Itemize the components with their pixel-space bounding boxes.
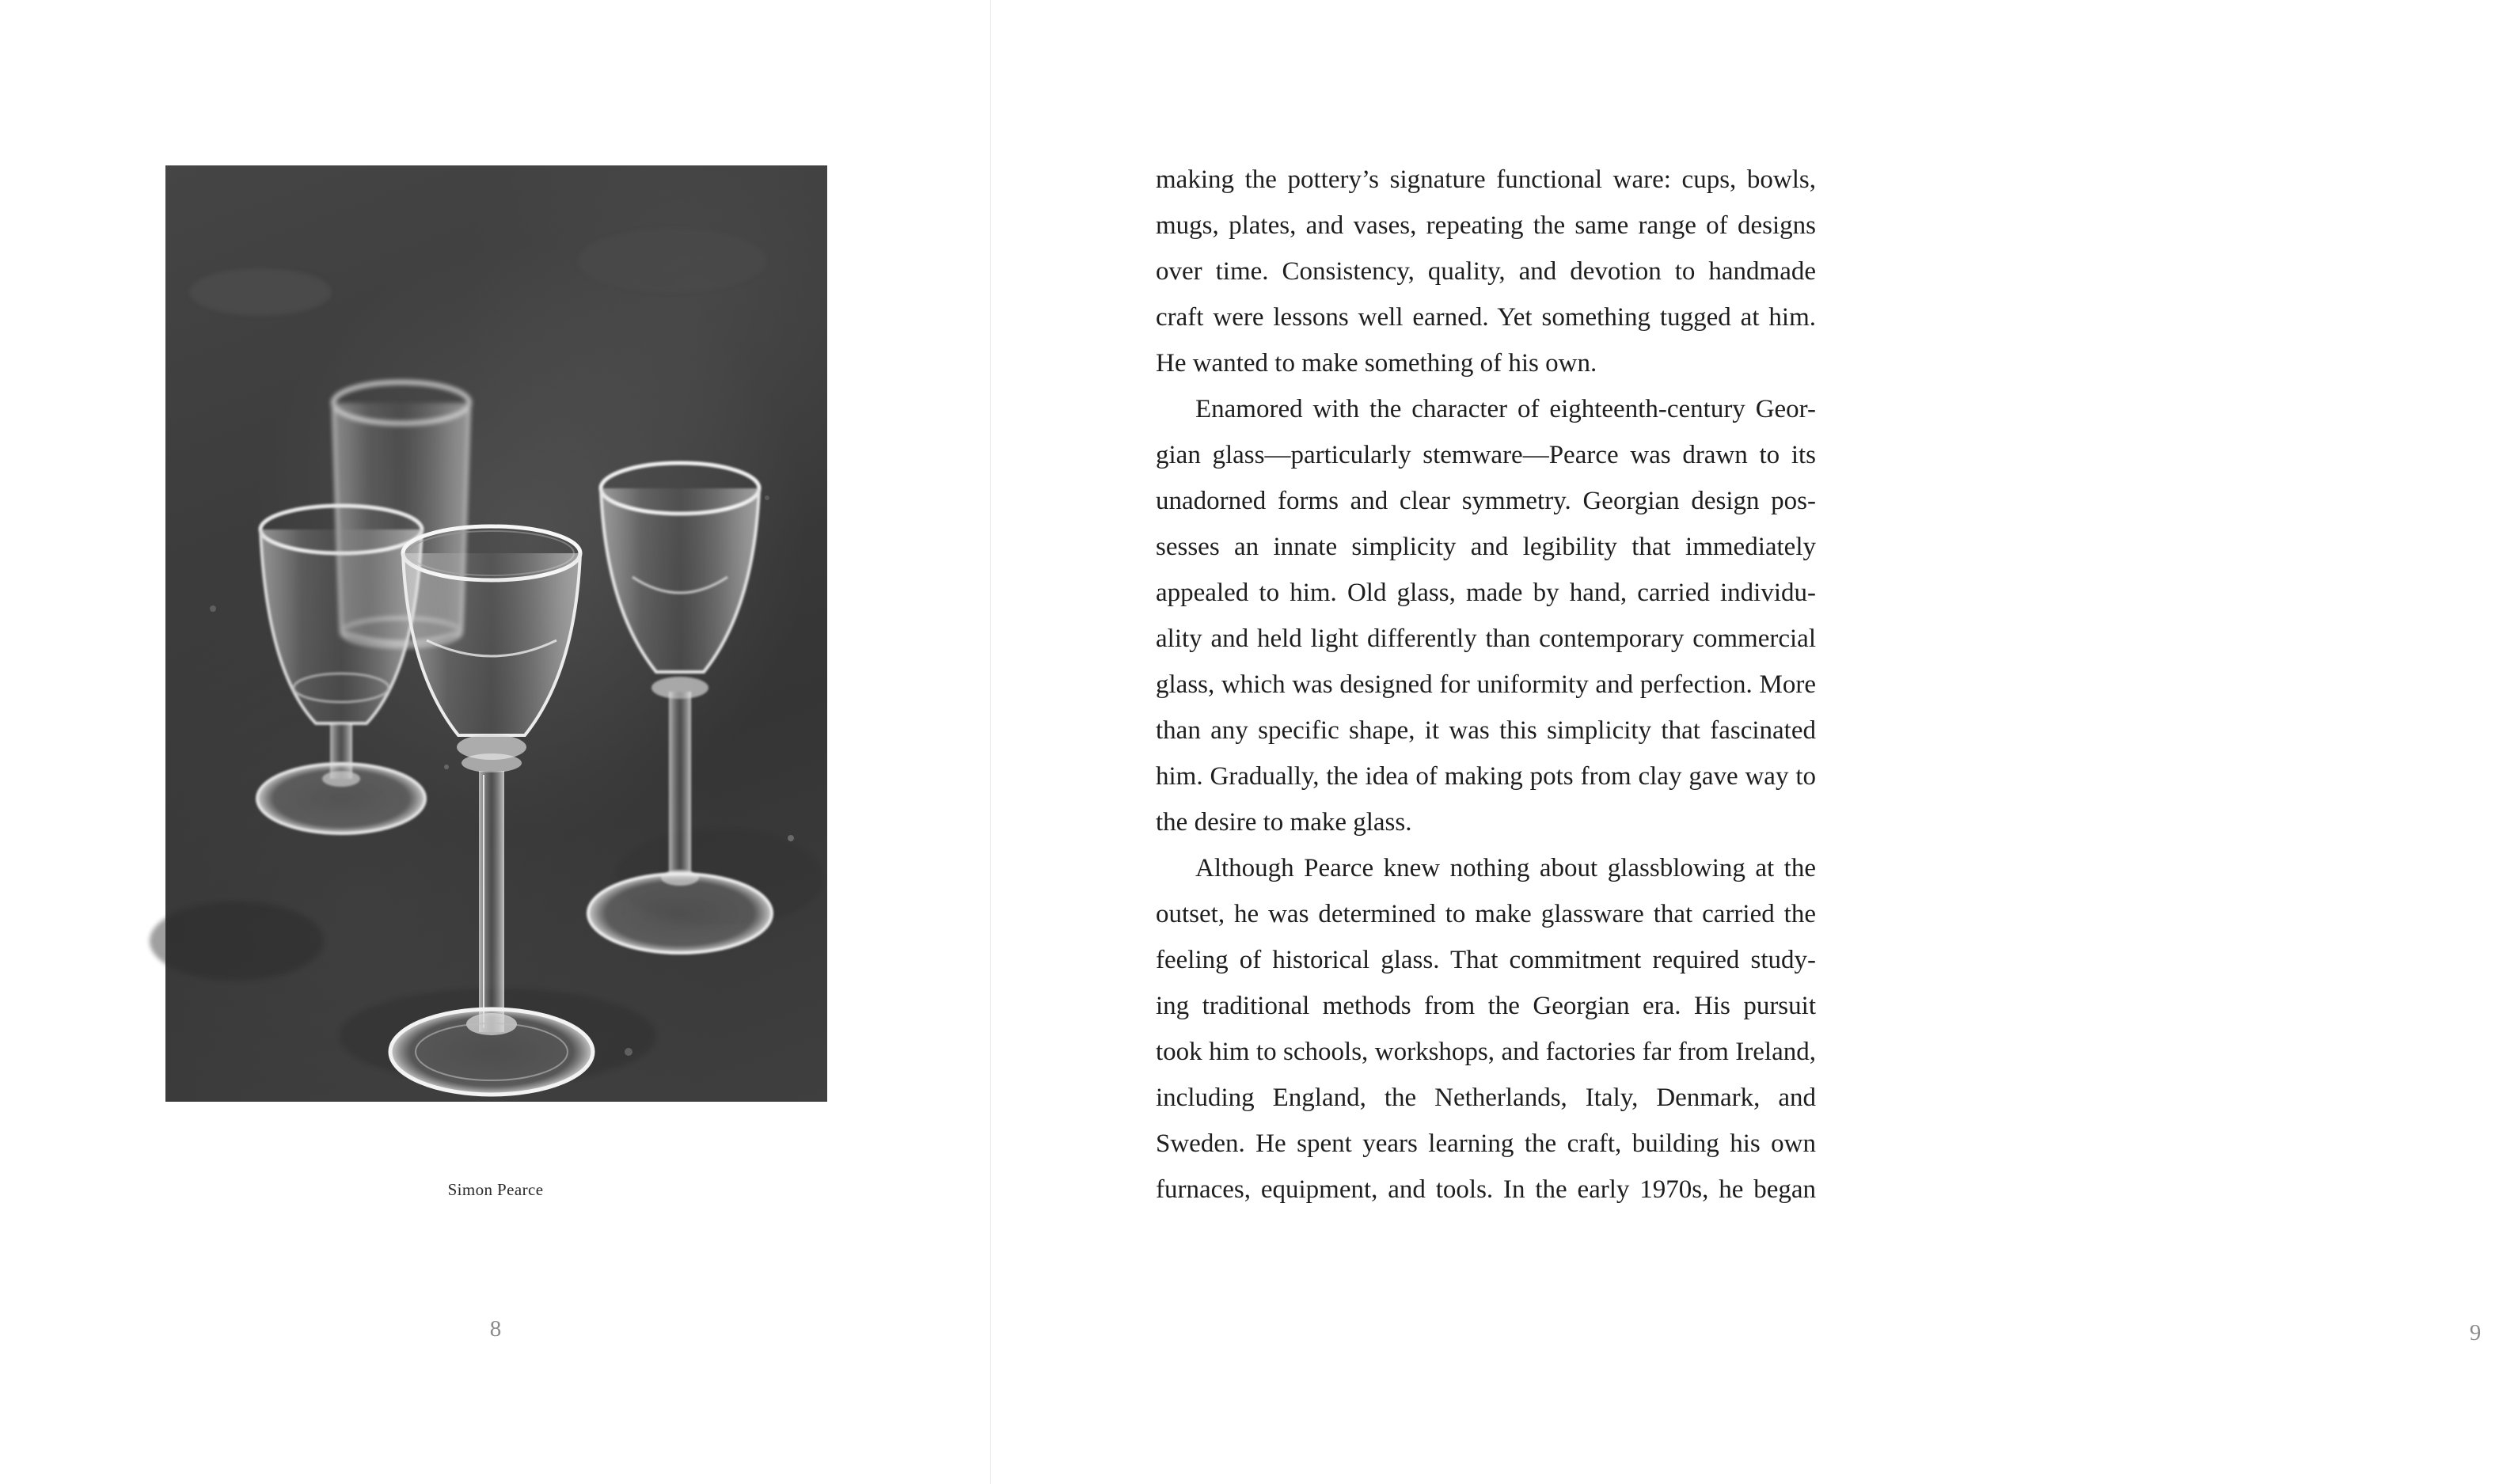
glass-left <box>257 506 425 833</box>
photo-caption: Simon Pearce <box>447 1180 544 1199</box>
glassware-illustration <box>165 165 827 1102</box>
text-line: ing traditional methods from the Georgian era. His pursuit <box>1156 992 1816 1020</box>
text-line: Sweden. He spent years learning the craft, building his own <box>1156 1129 1816 1158</box>
text-line: craft were lessons well earned. Yet something tugged at him. <box>1156 303 1816 332</box>
text-line: He wanted to make something of his own. <box>1156 349 1597 378</box>
paragraph-start: Although Pearce knew nothing about glassblowing at the <box>1195 854 1816 882</box>
text-line: outset, he was determined to make glassware that carried the <box>1156 900 1816 928</box>
text-line: the desire to make glass. <box>1156 808 1412 837</box>
text-line: him. Gradually, the idea of making pots from clay gave way to <box>1156 762 1816 791</box>
text-line: than any specific shape, it was this simplicity that fascinated <box>1156 716 1816 745</box>
text-line: appealed to him. Old glass, made by hand, carried individu- <box>1156 579 1816 607</box>
text-line: mugs, plates, and vases, repeating the same range of designs <box>1156 211 1816 240</box>
page-number-left: 8 <box>489 1316 502 1342</box>
page-number-right: 9 <box>2469 1320 2482 1345</box>
text-line: unadorned forms and clear symmetry. Georgian design pos- <box>1156 487 1816 515</box>
text-line: glass, which was designed for uniformity and perfection. More <box>1156 670 1816 699</box>
text-line: over time. Consistency, quality, and devotion to handmade <box>1156 257 1816 286</box>
left-page <box>0 0 991 1484</box>
glassware-photo <box>165 165 827 1102</box>
text-line: sesses an innate simplicity and legibility that immediately <box>1156 533 1816 561</box>
text-line: ality and held light differently than contemporary commercial <box>1156 624 1816 653</box>
text-line: took him to schools, workshops, and factories far from Ireland, <box>1156 1038 1816 1066</box>
text-line: gian glass—particularly stemware—Pearce was drawn to its <box>1156 441 1816 469</box>
paragraph-start: Enamored with the character of eighteenth-century Geor- <box>1195 395 1816 423</box>
text-line: making the pottery’s signature functional ware: cups, bowls, <box>1156 165 1816 194</box>
text-line: including England, the Netherlands, Italy, Denmark, and <box>1156 1084 1816 1112</box>
text-line: feeling of historical glass. That commitment required study- <box>1156 946 1816 974</box>
text-line: furnaces, equipment, and tools. In the early 1970s, he began <box>1156 1175 1816 1204</box>
body-text <box>1156 157 1816 1213</box>
